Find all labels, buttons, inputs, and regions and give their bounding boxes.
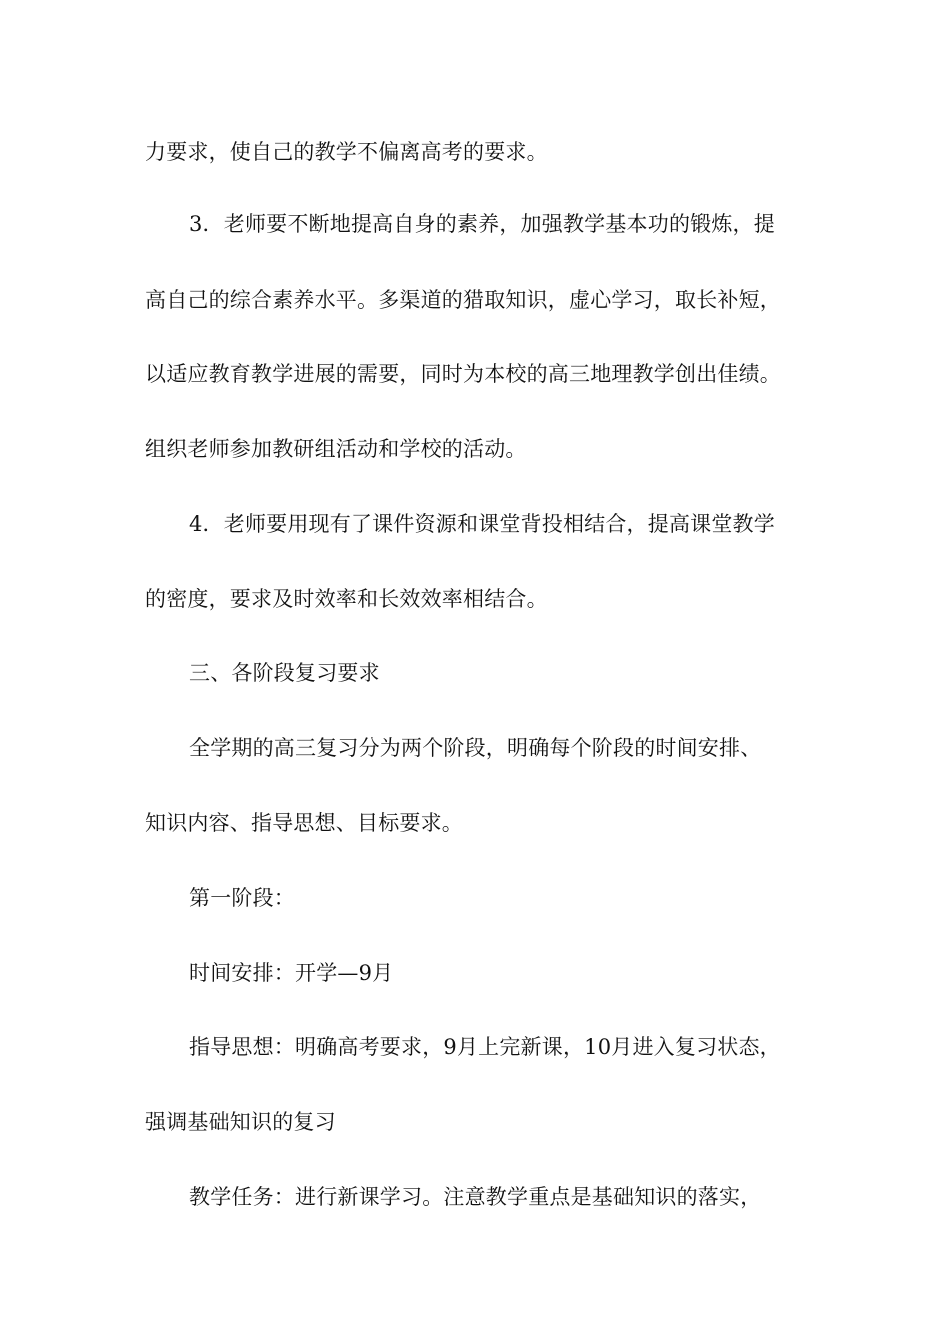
text-line-10: 知识内容、指导思想、目标要求。: [145, 811, 463, 835]
text-line-6: 4．老师要用现有了课件资源和课堂背投相结合，提高课堂教学: [189, 512, 775, 536]
text-line-13: 指导思想：明确高考要求，9月上完新课，10月进入复习状态，: [189, 1035, 781, 1059]
text-line-15: 教学任务：进行新课学习。注意教学重点是基础知识的落实，: [189, 1185, 762, 1209]
text-line-12: 时间安排：开学—9月: [189, 961, 394, 985]
text-line-14: 强调基础知识的复习: [145, 1110, 336, 1134]
text-line-5: 组织老师参加教研组活动和学校的活动。: [145, 437, 527, 461]
text-line-7: 的密度，要求及时效率和长效效率相结合。: [145, 587, 548, 611]
stage-heading: 第一阶段：: [189, 886, 295, 910]
text-line-9: 全学期的高三复习分为两个阶段，明确每个阶段的时间安排、: [189, 736, 762, 760]
text-line-2: 3．老师要不断地提高自身的素养，加强教学基本功的锻炼，提: [189, 212, 775, 236]
text-line-3: 高自己的综合素养水平。多渠道的猎取知识，虚心学习，取长补短，: [145, 288, 781, 312]
section-heading: 三、各阶段复习要求: [189, 661, 380, 685]
text-line-1: 力要求，使自己的教学不偏离高考的要求。: [145, 140, 548, 164]
text-line-4: 以适应教育教学进展的需要，同时为本校的高三地理教学创出佳绩。: [145, 362, 781, 386]
